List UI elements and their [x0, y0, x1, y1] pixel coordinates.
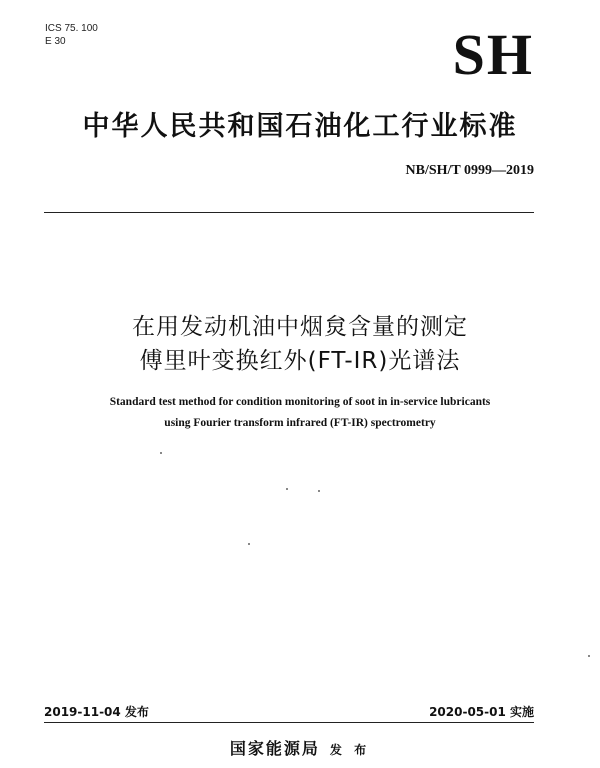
chinese-title-line-2: 傅里叶变换红外(FT-IR)光谱法 — [139, 348, 461, 374]
header-divider — [44, 212, 534, 213]
date-row — [44, 703, 534, 723]
issuer-action: 发 布 — [329, 743, 371, 757]
publish-date: 2019-11-04 发布 — [44, 705, 149, 719]
ics-block — [45, 22, 98, 48]
standard-number: NB/SH/T 0999—2019 — [405, 163, 534, 178]
chinese-title-line-1: 在用发动机油中烟炱含量的测定 — [132, 314, 468, 340]
scan-speck — [286, 488, 288, 490]
footer-divider — [44, 722, 534, 723]
english-title-line-2: using Fourier transform infrared (FT-IR) spectrometry — [164, 417, 436, 429]
standard-classification: 中华人民共和国石油化工行业标准 — [82, 111, 518, 142]
sh-logo: SH — [452, 22, 534, 87]
issuer-line — [0, 738, 600, 761]
ics-code: ICS 75. 100 — [45, 23, 98, 34]
chinese-title — [0, 310, 600, 378]
scan-speck — [588, 655, 590, 657]
scan-speck — [248, 543, 250, 545]
english-title — [20, 392, 580, 434]
scan-speck — [160, 452, 162, 454]
scan-speck — [318, 490, 320, 492]
implement-date: 2020-05-01 实施 — [429, 705, 534, 719]
issuer-name: 国家能源局 — [229, 739, 320, 758]
ccs-code: E 30 — [45, 36, 66, 47]
english-title-line-1: Standard test method for condition monitoring of soot in in-service lubricants — [109, 396, 491, 408]
